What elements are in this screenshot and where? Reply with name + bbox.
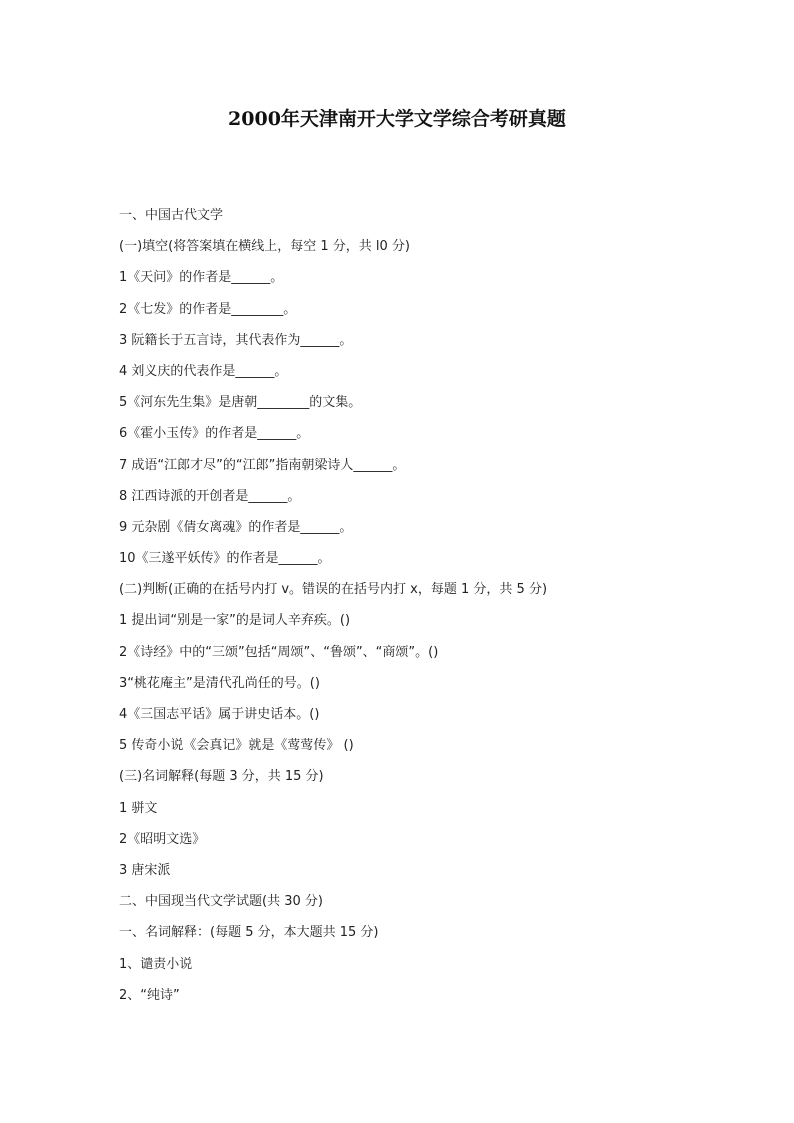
question-line: 5《河东先生集》是唐朝________的文集。: [119, 395, 362, 411]
question-line: 1《天问》的作者是______。: [119, 270, 284, 286]
question-line: 1 骈文: [119, 800, 158, 816]
question-line: 5 传奇小说《会真记》就是《莺莺传》 (): [119, 738, 354, 754]
question-line: 10《三遂平妖传》的作者是______。: [119, 551, 331, 567]
question-line: 4《三国志平话》属于讲史话本。(): [119, 707, 320, 722]
question-line: 4 刘义庆的代表作是______。: [119, 363, 288, 379]
subsection-heading: (二)判断(正确的在括号内打 v。错误的在括号内打 x，每题 1 分，共 5 分): [119, 582, 548, 598]
subsection-heading: 一、名词解释：(每题 5 分，本大题共 15 分): [119, 925, 379, 941]
question-line: 8 江西诗派的开创者是______。: [119, 488, 301, 504]
question-line: 3“桃花庵主”是清代孔尚任的号。(): [119, 675, 320, 691]
question-line: 1、谴责小说: [119, 956, 193, 972]
question-line: 2《七发》的作者是________。: [119, 301, 297, 317]
section-heading: 二、中国现当代文学试题(共 30 分): [119, 894, 323, 910]
page-title: 2000年天津南开大学文学综合考研真题: [228, 108, 566, 130]
question-line: 9 元杂剧《倩女离魂》的作者是______。: [119, 519, 353, 535]
question-line: 1 提出词“别是一家”的是词人辛弃疾。(): [119, 613, 351, 629]
question-line: 2《诗经》中的“三颂”包括“周颂”、“鲁颂”、“商颂”。(): [119, 644, 439, 660]
question-line: 2《昭明文选》: [119, 831, 206, 847]
subsection-heading: (三)名词解释(每题 3 分，共 15 分): [119, 769, 324, 785]
question-line: 6《霍小玉传》的作者是______。: [119, 426, 310, 442]
question-line: 2、“纯诗”: [119, 987, 180, 1003]
document-body: [119, 206, 719, 1017]
subsection-heading: (一)填空(将答案填在横线上，每空 1 分，共 l0 分): [119, 239, 410, 255]
question-line: 3 唐宋派: [119, 862, 171, 878]
question-line: 3 阮籍长于五言诗，其代表作为______。: [119, 332, 353, 348]
section-heading: 一、中国古代文学: [119, 208, 224, 223]
question-line: 7 成语“江郎才尽”的“江郎”指南朝梁诗人______。: [119, 457, 406, 473]
